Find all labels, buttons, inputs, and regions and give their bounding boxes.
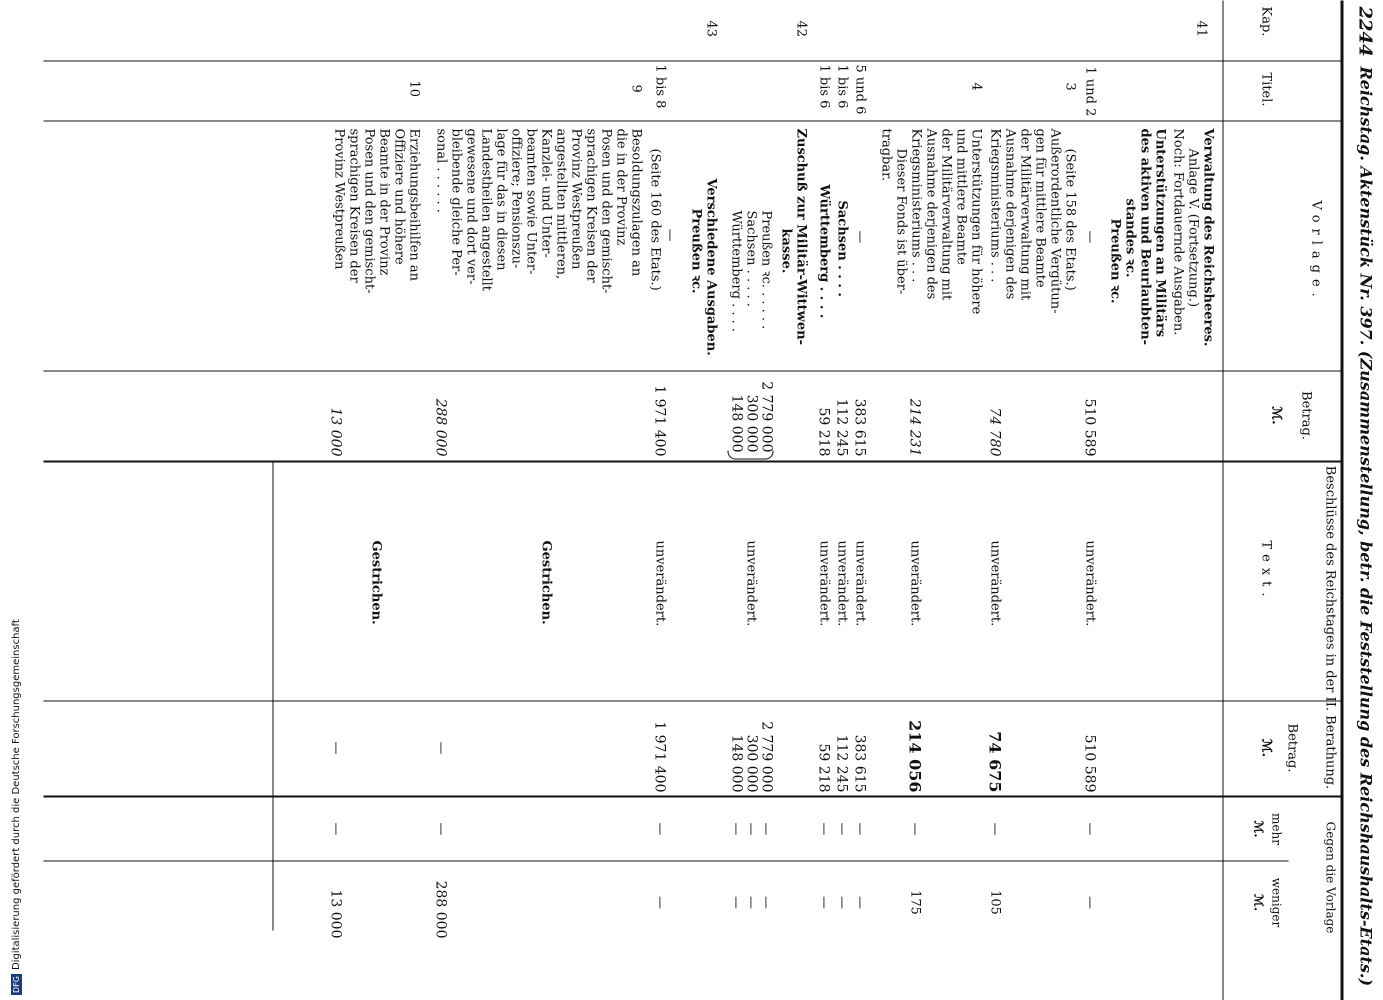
header-betrag2: Betrag.: [1284, 723, 1299, 772]
row-beschluss-betrag: 214 056: [905, 719, 924, 792]
row-titel: 10: [406, 80, 421, 97]
row-beschluss-text: unverändert.: [987, 540, 1002, 626]
row-text: Erziehungsbeihilfen an Offiziere und höhere Beamte in der Provinz Posen und den gemischt- sprachigen Kreisen der Provinz Westpreußen: [331, 128, 421, 294]
row-betrag-group: 2 779 000 300 000 148 000: [728, 380, 774, 452]
row-titel: 3: [1062, 82, 1077, 91]
row-weniger: 288 000: [432, 880, 448, 938]
row-mehr: —: [834, 822, 849, 835]
row-mehr: —: [1082, 822, 1097, 835]
row-mehr: —: [987, 822, 1002, 835]
row-beschluss-text: Gestrichen.: [538, 540, 553, 625]
row-beschluss-text: unverändert.: [816, 540, 831, 626]
row-beschluss-betrag: 1 971 400: [651, 720, 667, 792]
row-mehr: —: [328, 822, 343, 835]
row-text: —: [1082, 230, 1097, 243]
header-mehr: mehr: [1269, 812, 1283, 845]
row-betrag: 510 589: [1081, 398, 1097, 456]
row-mehr: —: [816, 822, 831, 835]
row-beschluss-text: unverändert.: [907, 540, 922, 626]
brace: [727, 450, 773, 459]
row-betrag: 1 971 400: [651, 384, 667, 456]
header-betrag-mark: ℳ.: [1268, 405, 1283, 425]
row-beschluss-betrag-group: 2 779 000 300 000 148 000: [728, 720, 774, 792]
header-text: Text.: [1258, 540, 1273, 603]
row-weniger: 105: [987, 889, 1002, 915]
header-bottom-rule: [1222, 0, 1223, 1000]
row-weniger: —: [834, 895, 849, 909]
row-mehr-group: — — —: [728, 822, 773, 835]
row-titel: 1 bis 6: [816, 64, 831, 108]
header-gegen-vorlage: Gegen die Vorlage: [1323, 821, 1337, 933]
row-text: —: [852, 230, 867, 243]
col-rule-betrag2: [43, 795, 1343, 797]
row-beschluss-betrag: —: [433, 741, 448, 754]
row-beschluss-text: unverändert.: [852, 540, 867, 626]
section-heading: Verwaltung des Reichsheeres. Anlage V. (Fortsetzung.) Noch: Fortdauernde Ausgaben.: [1170, 128, 1215, 346]
row-weniger-group: — — —: [728, 895, 773, 909]
subsection-heading: Unterstützungen an Militärs des aktiven und Beurlaubten- standes ꝛc. Preußen ꝛc.: [1107, 128, 1167, 345]
header-weniger: weniger: [1269, 877, 1283, 927]
row-mehr: —: [907, 822, 922, 835]
col-rule-text: [43, 700, 1343, 701]
row-beschluss-text: unverändert.: [743, 540, 758, 626]
col-rule-vorlage: [43, 370, 1343, 371]
row-titel: 1 bis 8: [652, 64, 667, 108]
row-beschluss-betrag: —: [328, 741, 343, 754]
header-weniger-mark: ℳ.: [1251, 893, 1265, 911]
header-betrag2-mark: ℳ.: [1258, 738, 1273, 757]
row-betrag: 383 615: [851, 398, 867, 456]
top-rule: [1340, 0, 1343, 1000]
col-rule-titel: [43, 120, 1343, 121]
row-weniger: —: [852, 895, 867, 909]
row-text: (Seite 158 des Etats.) Außerordentliche Vergütun- gen für mittlere Beamte der Militärverwaltung mit Ausnahme derjenigen des Kriegsministeriums . . .: [987, 128, 1077, 313]
row-mehr: —: [652, 822, 667, 835]
col-rule-kap: [43, 60, 1343, 61]
col-rule-betrag: [43, 460, 1343, 462]
page-number: 2244: [1354, 6, 1375, 57]
row-betrag: 214 231: [906, 398, 922, 456]
row-text: Unterstützungen für höhere und mittlere Beamte der Militärverwaltung mit Ausnahme derjenigen des Kriegsministeriums . . . Dieser Fonds ist über- tragbar.: [878, 128, 983, 314]
header-mehr-mark: ℳ.: [1251, 819, 1265, 837]
dfg-logo: DFG: [12, 976, 21, 993]
row-kap: 42: [793, 20, 808, 37]
row-weniger: 175: [907, 889, 922, 915]
header-vorlage: Vorlage.: [1308, 200, 1323, 303]
row-betrag: 288 000: [432, 398, 448, 456]
credit-text: DFGDigitalisierung gefördert durch die Deutsche Forschungsgemeinschaft: [11, 619, 22, 993]
header-kap: Kap.: [1258, 6, 1273, 36]
row-beschluss-text: unverändert.: [1082, 540, 1097, 626]
row-betrag: 74 780: [986, 407, 1002, 456]
row-text: Preußen ꝛc. . . . . . Sachsen . . . . . Württemberg . . . .: [728, 210, 773, 332]
row-weniger: —: [652, 895, 667, 909]
row-weniger: —: [1082, 895, 1097, 909]
row-beschluss-text: unverändert.: [652, 540, 667, 626]
row-titel: 1 und 2: [1082, 66, 1097, 116]
row-beschluss-text: Gestrichen.: [368, 540, 383, 625]
row-text: — (Seite 160 des Etats.): [647, 148, 677, 291]
row-betrag: 59 218: [815, 407, 831, 456]
row-beschluss-betrag: 510 589: [1081, 734, 1097, 792]
row-beschluss-betrag: 383 615: [851, 734, 867, 792]
text-betrag-divider: [272, 460, 273, 930]
row-betrag: 112 245: [833, 398, 849, 456]
row-beschluss-betrag: 59 218: [815, 743, 831, 792]
row-beschluss-betrag: 112 245: [833, 734, 849, 792]
row-kap: 41: [1193, 20, 1208, 37]
row-text: Besoldungszulagen an die in der Provinz Posen und den gemischt- sprachigen Kreisen der Provinz Westpreußen angestellten mittleren, Kanzlei- und Unter- beamten sowie Unter- offiziere; Pensionszu- lage für das in diesen Landestheilen angestellt gewesene und dort ver- bleibende gleiche Per- sonal . . . . . .: [433, 128, 643, 294]
row-titel: 5 und 6: [852, 64, 867, 114]
row-kap: 43: [703, 20, 718, 37]
section-heading: Zuschuß zur Militär-Wittwen- kasse.: [778, 128, 808, 345]
row-titel: 9: [628, 84, 643, 93]
row-weniger: 13 000: [327, 889, 343, 938]
row-text: Sachsen . . . .: [834, 200, 849, 297]
row-titel: 1 bis 6: [834, 64, 849, 108]
page-title: Reichstag. Aktenstück Nr. 397. (Zusammenstellung, betr. die Feststellung des Reichshaushalts-Etats.): [1356, 66, 1375, 986]
header-beschluesse: Beschlüsse des Reichstages in der II. Berathung.: [1322, 465, 1337, 789]
row-betrag: 13 000: [327, 407, 343, 456]
row-beschluss-betrag: 74 675: [985, 730, 1004, 792]
row-mehr: —: [852, 822, 867, 835]
header-betrag: Betrag.: [1298, 390, 1313, 440]
row-beschluss-text: unverändert.: [834, 540, 849, 626]
section-heading: Verschiedene Ausgaben. Preußen ꝛc.: [688, 178, 718, 356]
header-titel: Titel.: [1258, 72, 1273, 107]
row-weniger: —: [816, 895, 831, 909]
row-text: Württemberg . . . .: [816, 184, 831, 318]
row-titel: 4: [968, 82, 983, 91]
row-mehr: —: [433, 822, 448, 835]
